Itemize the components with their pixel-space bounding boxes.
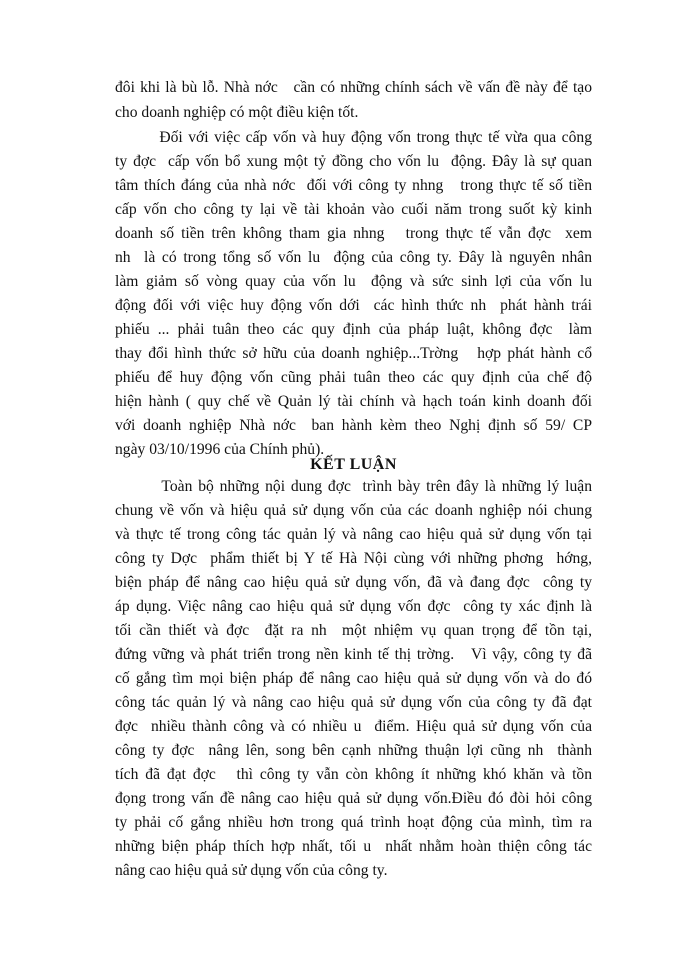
text-line: Toàn bộ những nội dung đợc trình bày trên đây là những lý luận [115,478,592,495]
text-line: hiện hành ( quy chế về Quản lý tài chính và hạch toán kinh doanh đối [115,393,592,410]
text-line: đọng trong vấn đề nâng cao hiệu quả sử dụng vốn.Điều đó đòi hỏi công [115,790,592,807]
text-line: nh là có trong tổng số vốn lu động của công ty. Đây là nguyên nhân [115,249,592,266]
text-line: cố gắng tìm mọi biện pháp để nâng cao hiệu quả sử dụng vốn và do đó [115,670,592,687]
text-line: tối cần thiết và đợc đặt ra nh một nhiệm vụ quan trọng để tồn tại, [115,622,592,639]
text-line: ngày 03/10/1996 của Chính phủ). [115,441,325,458]
text-line: biện pháp để nâng cao hiệu quả sử dụng vốn, đã và đang đợc công ty [115,574,592,591]
conclusion-heading: KẾT LUẬN [310,456,397,473]
text-line: động đối với việc huy động vốn dới các hình thức nh phát hành trái [115,297,592,314]
text-line: phiếu ... phải tuân theo các quy định của pháp luật, không đợc làm [115,321,592,338]
text-line: nâng cao hiệu quả sử dụng vốn của công ty. [115,862,388,879]
text-line: những biện pháp thích hợp nhất, tối u nhất nhằm hoàn thiện công tác [115,838,592,855]
text-line: phiếu để huy động vốn cũng phải tuân theo các quy định của chế độ [115,369,592,386]
text-line: doanh số tiền trên không tham gia nhng trong thực tế vẫn đợc xem [115,225,592,242]
text-line: và thực tế trong công tác quản lý và nâng cao hiệu quả sử dụng vốn tại [115,526,592,543]
text-line: áp dụng. Việc nâng cao hiệu quả sử dụng vốn đợc công ty xác định là [115,598,592,615]
text-line: ty đợc cấp vốn bổ xung một tỷ đồng cho vốn lu động. Đây là sự quan [115,153,592,170]
text-line: cấp vốn cho công ty lại về tài khoản vào cuối năm trong suốt kỳ kinh [115,201,592,218]
text-line: ty phải cố gắng nhiều hơn trong quá trình hoạt động của mình, tìm ra [115,814,592,831]
text-line: với doanh nghiệp Nhà nớc ban hành kèm theo Nghị định số 59/ CP [115,417,592,434]
text-line: đợc nhiều thành công và có nhiều u điểm. Hiệu quả sử dụng vốn của [115,718,592,735]
text-line: công tác quản lý và nâng cao hiệu quả sử dụng vốn của công ty đã đạt [115,694,592,711]
text-line: tâm thích đáng của nhà nớc đối với công ty nhng trong thực tế số tiền [115,177,592,194]
text-line: cho doanh nghiệp có một điều kiện tốt. [115,104,359,121]
text-line: công ty Dợc phẩm thiết bị Y tế Hà Nội cùng với những phơng hớng, [115,550,592,567]
text-line: tích đã đạt đợc thì công ty vẫn còn không ít những khó khăn và tồn [115,766,592,783]
text-line: công ty đợc nâng lên, song bên cạnh những thuận lợi cũng nh thành [115,742,592,759]
text-line: chung về vốn và hiệu quả sử dụng vốn của các doanh nghiệp nói chung [115,502,592,519]
text-line: đứng vững và phát triển trong nền kinh tế thị trờng. Vì vậy, công ty đã [115,646,592,663]
text-line: Đối với việc cấp vốn và huy động vốn trong thực tế vừa qua công [115,129,592,146]
text-line: thay đổi hình thức sở hữu của doanh nghiệp...Trờng hợp phát hành cổ [115,345,592,362]
text-line: làm giảm số vòng quay của vốn lu động và sức sinh lợi của vốn lu [115,273,592,290]
text-line: đôi khi là bù lỗ. Nhà nớc cần có những chính sách về vấn đề này để tạo [115,79,592,96]
